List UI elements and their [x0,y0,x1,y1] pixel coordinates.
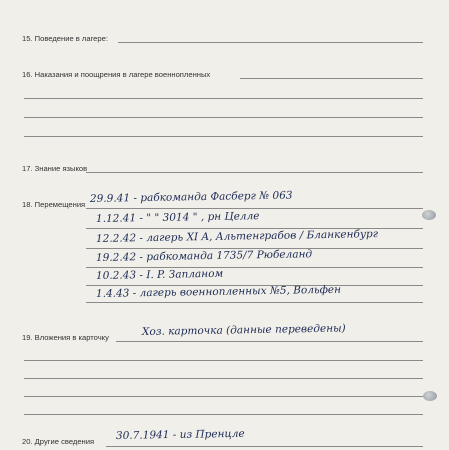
other-info-entry: 30.7.1941 - из Пренцле [115,427,245,442]
field-18-line-4 [86,267,423,268]
field-16-line-1 [240,78,423,79]
move-entry-6: 1.4.43 - лагерь военнопленных №5, Вольфен [95,283,342,300]
field-18-line-6 [86,302,423,303]
field-16-line-2 [24,98,423,99]
field-18-label: 18. Перемещения [22,200,86,209]
field-16-line-3 [24,117,423,118]
field-20-label: 20. Другие сведения [22,437,95,446]
move-entry-2: 1.12.41 - " " 3014 " , рн Целле [95,210,260,225]
punch-hole-top [422,210,436,220]
field-19-line-2 [24,360,423,361]
field-16-line-4 [24,136,423,137]
field-15-label: 15. Поведение в лагере: [22,34,108,43]
field-19-line-5 [24,414,423,415]
move-entry-1: 29.9.41 - рабкоманда Фасберг № 063 [89,189,293,205]
field-19-line-4 [24,396,423,397]
attachments-entry: Хоз. карточка (данные переведены) [141,322,346,338]
field-17-line [86,172,423,173]
field-20-line [106,446,423,447]
field-15-line [118,42,423,43]
field-19-line-1 [116,341,423,342]
move-entry-4: 19.2.42 - рабкоманда 1735/7 Рюбеланд [95,248,313,264]
move-entry-3: 12.2.42 - лагерь XI A, Альтенграбов / Бланкенбург [95,228,379,245]
field-19-line-3 [24,378,423,379]
punch-hole-bottom [423,391,437,401]
field-18-line-1 [86,208,423,209]
move-entry-5: 10.2.43 - I. P. Запланом [95,267,224,282]
field-19-label: 19. Вложения в карточку [22,333,109,342]
field-17-label: 17. Знание языков [22,164,88,173]
field-16-label: 16. Наказания и поощрения в лагере военнопленных [22,70,211,79]
